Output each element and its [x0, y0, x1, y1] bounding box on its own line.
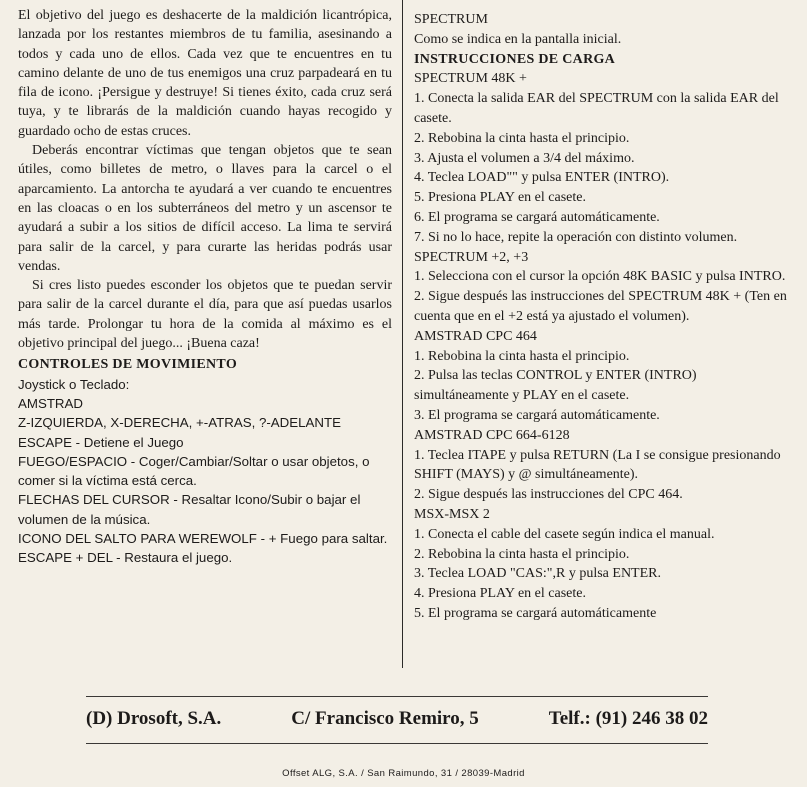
controls-line: AMSTRAD	[18, 395, 84, 411]
load-line: 1. Conecta la salida EAR del SPECTRUM con la salida EAR del casete.	[414, 91, 779, 126]
load-line: AMSTRAD CPC 664-6128	[414, 427, 570, 443]
controls-line: Z-IZQUIERDA, X-DERECHA, +-ATRAS, ?-ADELANTE	[18, 415, 341, 431]
load-line: 4. Teclea LOAD"" y pulsa ENTER (INTRO).	[414, 170, 670, 186]
load-line: 4. Presiona PLAY en el casete.	[414, 586, 586, 602]
load-line: 2. Sigue después las instrucciones del CPC 464.	[414, 487, 683, 503]
controls-list	[18, 375, 392, 568]
load-line: 1. Rebobina la cinta hasta el principio.	[414, 348, 630, 364]
load-line: 5. El programa se cargará automáticamente	[414, 605, 657, 621]
controls-line: ESCAPE + DEL - Restaura el juego.	[18, 550, 233, 566]
company-phone: Telf.: (91) 246 38 02	[548, 708, 708, 729]
load-line: 3. El programa se cargará automáticamente.	[414, 407, 660, 423]
publisher-footer	[86, 708, 708, 730]
intro-line: SPECTRUM	[414, 12, 488, 27]
load-line: 3. Ajusta el volumen a 3/4 del máximo.	[414, 150, 635, 166]
load-line: 2. Pulsa las teclas CONTROL y ENTER (INTRO) simultáneamente y PLAY en el casete.	[414, 368, 697, 404]
controls-heading: CONTROLES DE MOVIMIENTO	[18, 357, 238, 373]
load-line: 1. Conecta el cable del casete según indica el manual.	[414, 526, 715, 542]
objects-paragraph: Deberás encontrar víctimas que tengan objetos que te sean útiles, como billetes de metro, o llaves para la carcel o el aparcamiento. La antorcha te ayudará a ver cuando te encuentres en las cloacas o en los subterráneos del metro y un ascensor te ayudará a subir a los sitios de difícil acceso. La lima te servirá para salir de la carcel, y para curarte las heridas podrás usar vendas.	[18, 143, 392, 274]
load-line: 1. Teclea ITAPE y pulsa RETURN (La I se consigue presionando SHIFT (MAYS) y @ simultáneamente).	[414, 447, 781, 483]
company-name: (D) Drosoft, S.A.	[86, 708, 222, 729]
controls-line: ICONO DEL SALTO PARA WEREWOLF - + Fuego para saltar.	[18, 531, 388, 547]
load-heading: INSTRUCCIONES DE CARGA	[414, 51, 616, 67]
footer-bottom-rule	[86, 743, 708, 744]
left-column	[18, 6, 392, 568]
controls-line: Joystick o Teclado:	[18, 376, 130, 392]
controls-line: FUEGO/ESPACIO - Coger/Cambiar/Soltar o usar objetos, o comer si la víctima está cerca.	[18, 453, 370, 489]
right-column	[414, 10, 792, 624]
load-line: 2. Rebobina la cinta hasta el principio.	[414, 130, 630, 146]
load-line: SPECTRUM 48K +	[414, 71, 527, 87]
load-line: 2. Sigue después las instrucciones del SPECTRUM 48K + (Ten en cuenta que en el +2 está ya ajustado el volumen).	[414, 289, 787, 324]
load-line: 3. Teclea LOAD "CAS:",R y pulsa ENTER.	[414, 566, 661, 582]
column-divider	[402, 0, 403, 668]
objective-paragraph: El objetivo del juego es deshacerte de la maldición licantrópica, lanzada por los restantes miembros de tu familia, asesinando a todos y cada uno de ellos. Cada vez que te encuentres en tu camino delante de uno de tus enemigos una cruz parpadeará en tu fila de icono. ¡Persigue y destruye! Si tienes éxito, cada cruz será tuya, y te librarás de la maldición cuando hayas recogido y guardado ocho de estas cruces.	[18, 8, 392, 139]
load-line: AMSTRAD CPC 464	[414, 328, 537, 344]
company-address: C/ Francisco Remiro, 5	[291, 708, 479, 729]
strategy-paragraph: Si cres listo puedes esconder los objetos que te puedan servir para salir de la carcel durante el día, para que así puedas usarlos más tarde. Prolongar tu hora de la comida al máximo es el objetivo principal del juego... ¡Buena caza!	[18, 278, 392, 352]
controls-line: FLECHAS DEL CURSOR - Resaltar Icono/Subir o bajar el volumen de la música.	[18, 492, 361, 527]
footer-top-rule	[86, 696, 708, 697]
load-line: 1. Selecciona con el cursor la opción 48K BASIC y pulsa INTRO.	[414, 269, 786, 285]
controls-line: ESCAPE - Detiene el Juego	[18, 434, 184, 450]
printer-credit: Offset ALG, S.A. / San Raimundo, 31 / 28039-Madrid	[282, 768, 525, 779]
load-line: 5. Presiona PLAY en el casete.	[414, 190, 586, 206]
load-line: 7. Si no lo hace, repite la operación con distinto volumen.	[414, 229, 738, 245]
load-line: MSX-MSX 2	[414, 506, 490, 522]
intro-line: Como se indica en la pantalla inicial.	[414, 31, 622, 47]
load-line: 2. Rebobina la cinta hasta el principio.	[414, 546, 630, 562]
load-line: SPECTRUM +2, +3	[414, 249, 529, 265]
load-line: 6. El programa se cargará automáticamente.	[414, 209, 660, 225]
